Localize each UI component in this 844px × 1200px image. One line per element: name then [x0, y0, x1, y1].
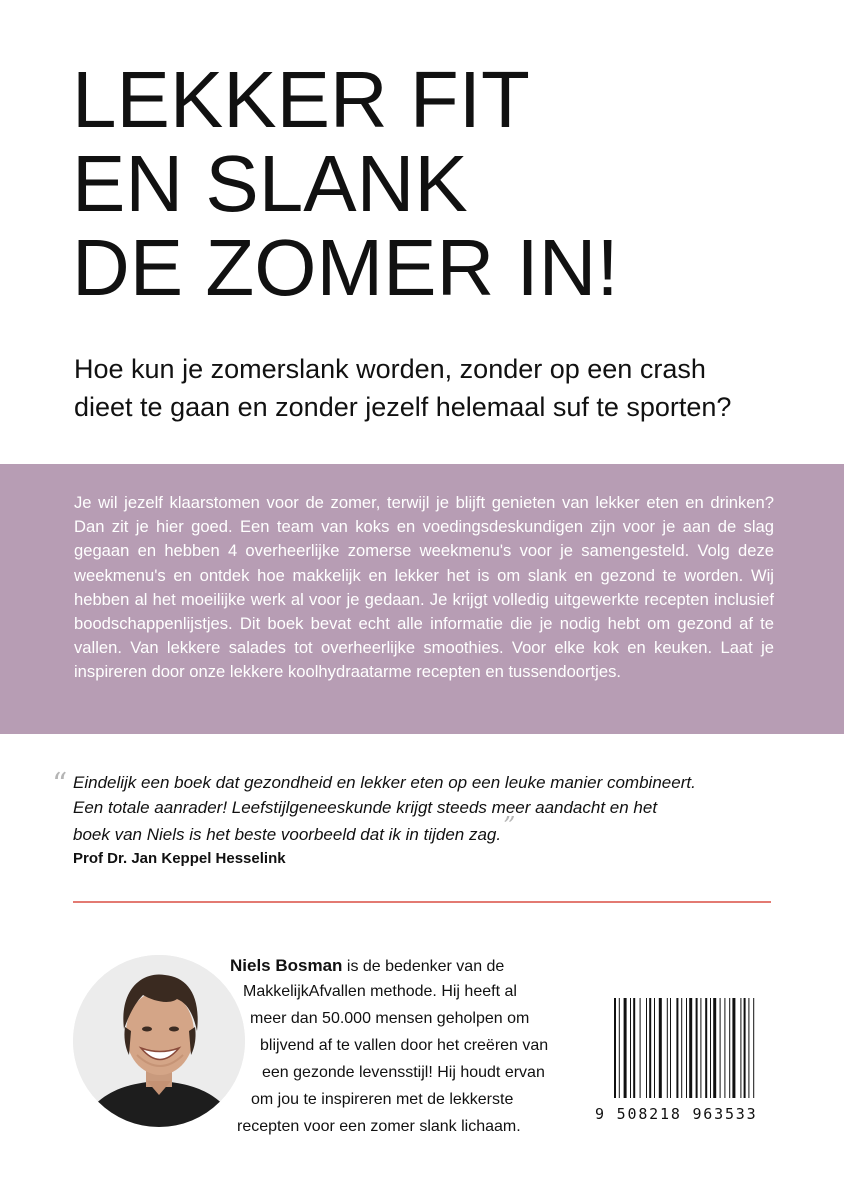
bio-line-1: is de bedenker van de — [342, 958, 505, 975]
quote-author: Prof Dr. Jan Keppel Hesselink — [73, 850, 286, 867]
barcode-bars — [590, 998, 770, 1106]
barcode-bar — [649, 998, 651, 1098]
intro-question — [74, 350, 794, 426]
barcode-bar — [630, 998, 631, 1098]
author-photo — [73, 955, 245, 1127]
barcode-bar — [700, 998, 701, 1098]
barcode-bar — [753, 998, 754, 1098]
barcode-bar — [705, 998, 707, 1098]
intro-line-1: Hoe kun je zomerslank worden, zonder op een crash — [74, 354, 706, 384]
barcode-bar — [710, 998, 711, 1098]
description-text: Je wil jezelf klaarstomen voor de zomer, terwijl je blijft genieten van lekker eten en drinken? Dan zit je hier goed. Een team van koks en voedingsdeskundigen zijn voor je aan de slag gegaan en hebben 4 overheerlijke zomerse weekmenu's voor je samengesteld. Volg deze weekmenu's en ontdek hoe makkelijk en lekker het is om slank en gezond te worden. Wij hebben al het moeilijke werk al voor je gedaan. Je krijgt volledig uitgewerkte recepten inclusief boodschappenlijstjes. Dit boek bevat echt alle informatie die je nodig hebt om gezond af te vallen. Van lekkere salades tot overheerlijke smoothies. Voor elke kok en keuken. Laat je inspireren door onze lekkere koolhydraatarme recepten en tussendoortjes. — [74, 493, 774, 682]
barcode-bar — [624, 998, 627, 1098]
barcode-bar — [667, 998, 668, 1098]
barcode-bar — [713, 998, 716, 1098]
barcode-number: 9 508218 963533 — [595, 1105, 758, 1123]
headline-line-3: DE ZOMER IN! — [72, 223, 619, 312]
testimonial-quote — [73, 770, 793, 847]
barcode-bar — [686, 998, 687, 1098]
bio-line-3: meer dan 50.000 mensen geholpen om — [250, 1010, 530, 1027]
barcode-bar — [633, 998, 635, 1098]
headline-line-2: EN SLANK — [72, 139, 468, 228]
bio-line-2: MakkelijkAfvallen methode. Hij heeft al — [243, 983, 517, 1000]
barcode-bar — [724, 998, 725, 1098]
barcode-bar — [720, 998, 721, 1098]
barcode-bar — [748, 998, 749, 1098]
headline — [72, 55, 619, 312]
barcode-bar — [740, 998, 741, 1098]
barcode-bar — [732, 998, 735, 1098]
description-band — [0, 464, 844, 734]
bio-line-6: om jou te inspireren met de lekkerste — [251, 1091, 514, 1108]
quote-line-1: Eindelijk een boek dat gezondheid en lekker eten op een leuke manier combineert. — [73, 773, 696, 792]
barcode-bar — [670, 998, 671, 1098]
barcode-bar — [681, 998, 682, 1098]
open-quote-icon: “ — [52, 767, 68, 802]
author-name: Niels Bosman — [230, 956, 343, 975]
barcode-bar — [696, 998, 698, 1098]
barcode-bar — [646, 998, 647, 1098]
divider — [73, 901, 771, 903]
barcode-bar — [654, 998, 655, 1098]
barcode-bar — [729, 998, 730, 1098]
barcode-bar — [619, 998, 620, 1098]
author-portrait-icon — [73, 955, 245, 1127]
headline-line-1: LEKKER FIT — [72, 55, 530, 144]
bio-line-4: blijvend af te vallen door het creëren van — [260, 1037, 549, 1054]
quote-line-3: boek van Niels is het beste voorbeeld dat ik in tijden zag. — [73, 825, 502, 844]
intro-line-2: dieet te gaan en zonder jezelf helemaal suf te sporten? — [74, 392, 732, 422]
close-quote-icon: ” — [503, 812, 516, 840]
quote-line-2: Een totale aanrader! Leefstijlgeneeskunde krijgt steeds meer aandacht en het — [73, 798, 658, 817]
bio-line-7: recepten voor een zomer slank lichaam. — [237, 1118, 521, 1135]
barcode-bar — [659, 998, 662, 1098]
bio-line-5: een gezonde levensstijl! Hij houdt ervan — [262, 1064, 545, 1081]
barcode-bar — [614, 998, 616, 1098]
barcode — [590, 998, 770, 1130]
barcode-bar — [689, 998, 692, 1098]
barcode-bar — [676, 998, 678, 1098]
barcode-bar — [744, 998, 746, 1098]
barcode-bar — [640, 998, 641, 1098]
